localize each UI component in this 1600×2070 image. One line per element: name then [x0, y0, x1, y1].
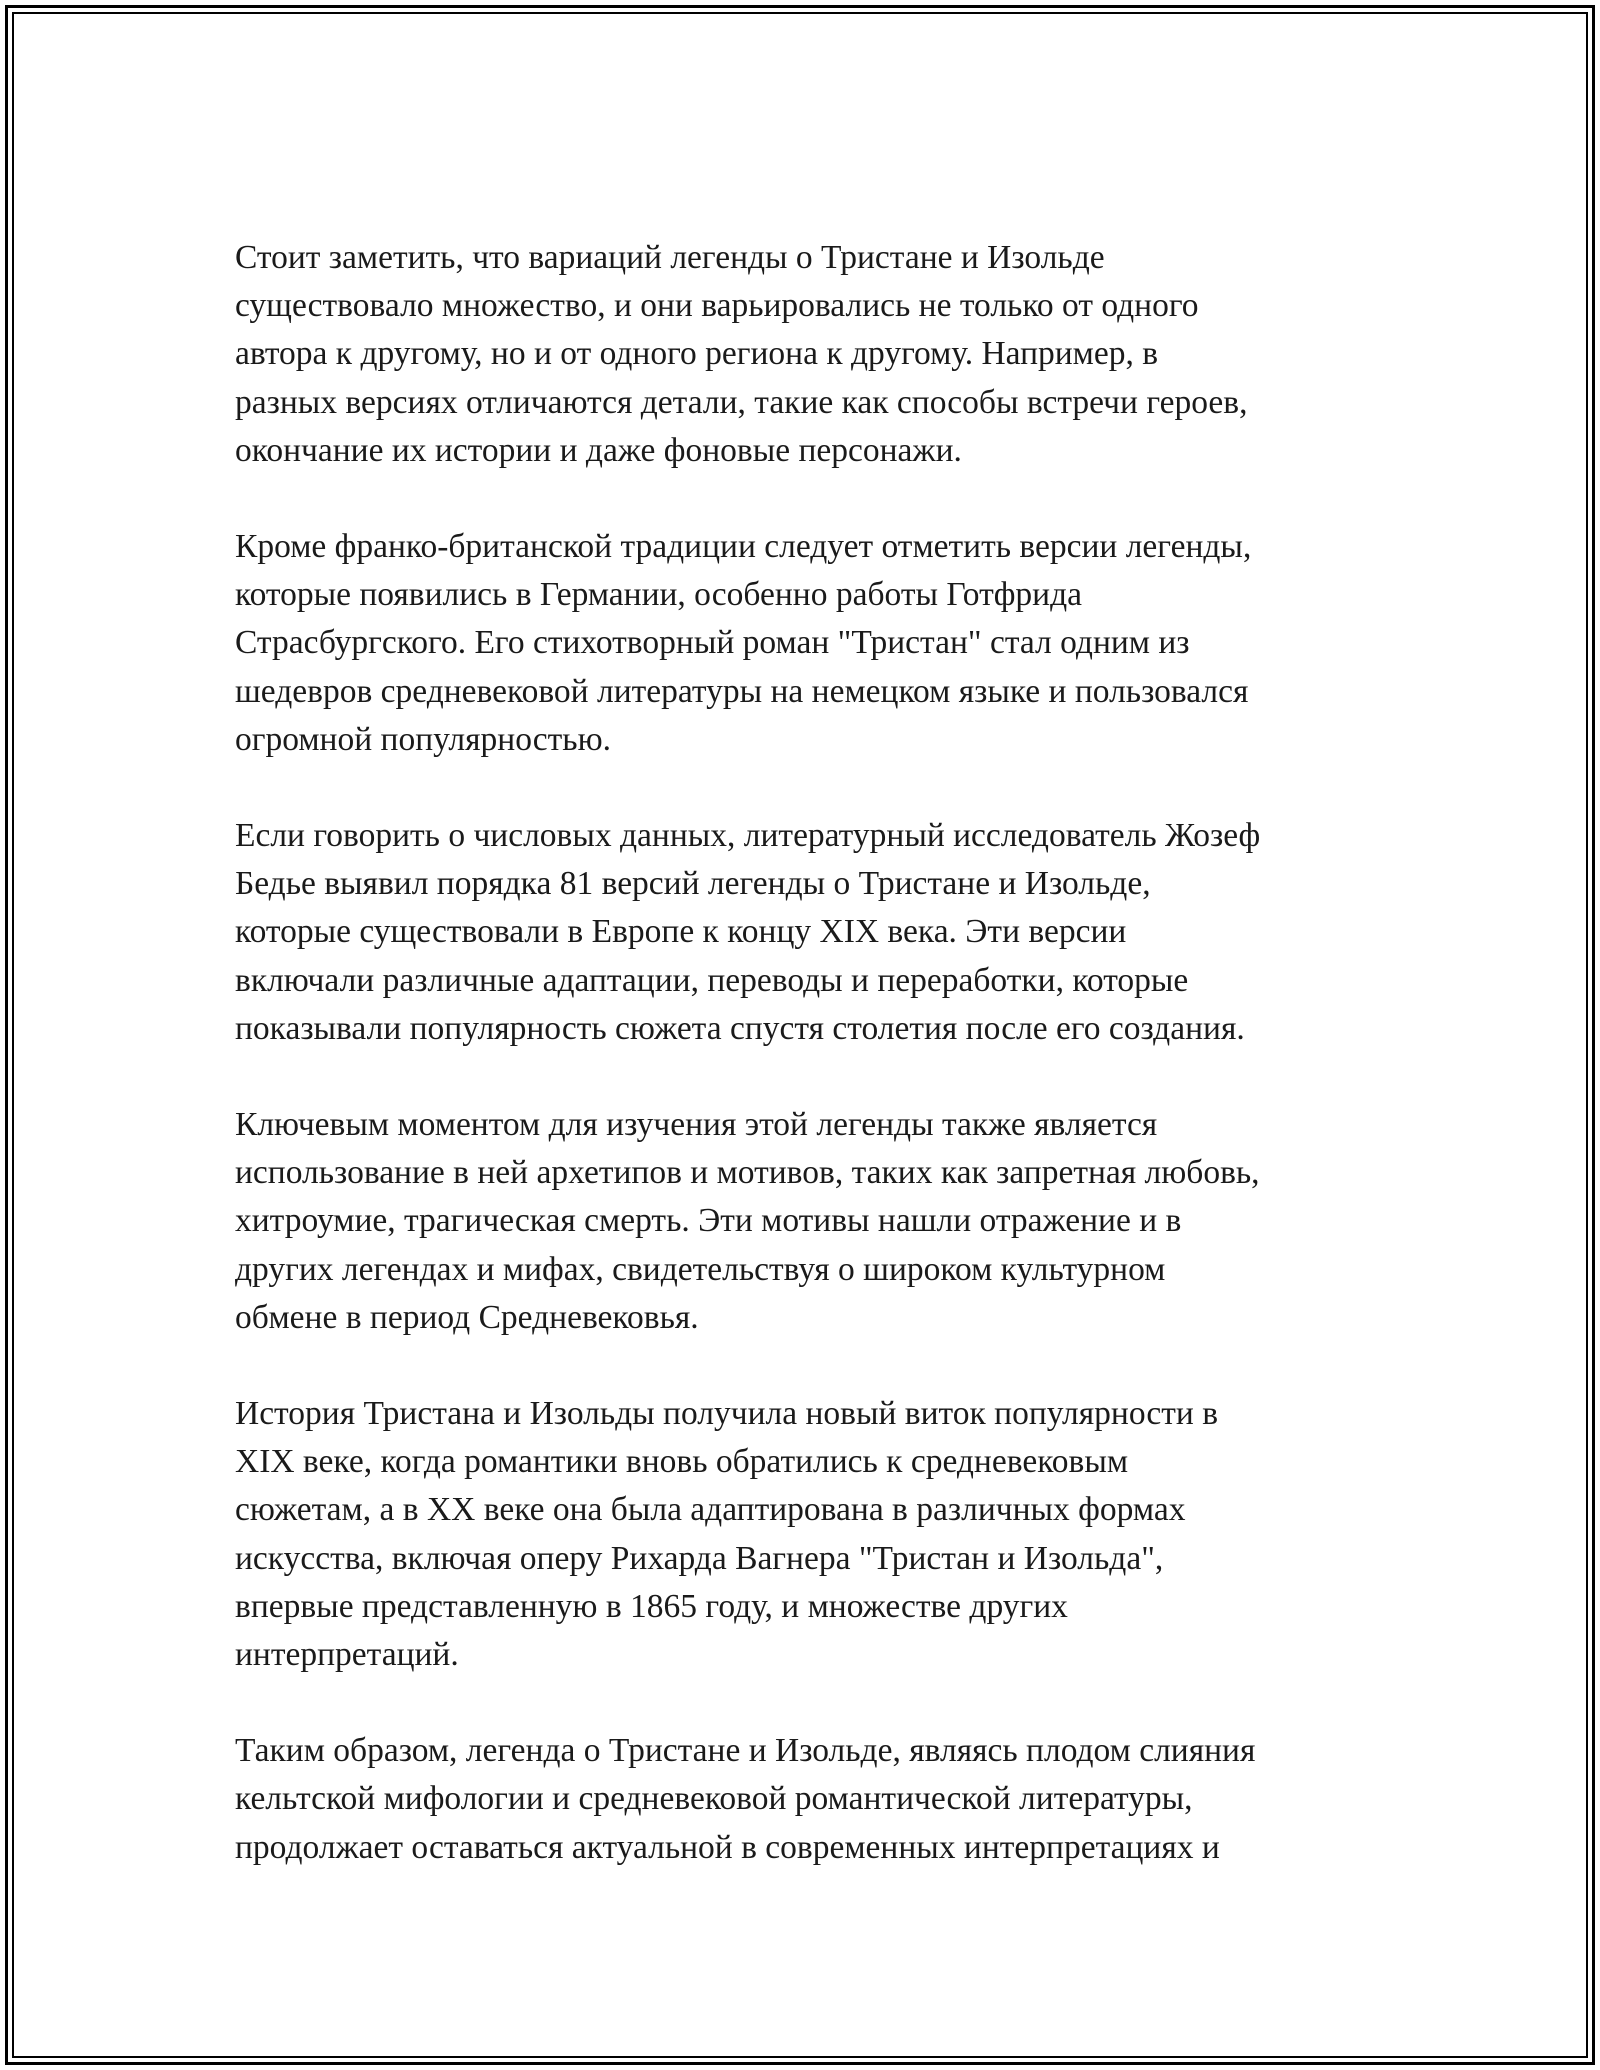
text-line: сюжетам, а в XX веке она была адаптирована в различных формах	[235, 1491, 1186, 1529]
text-line: показывали популярность сюжета спустя столетия после его создания.	[235, 1009, 1245, 1047]
text-line: автора к другому, но и от одного региона к другому. Например, в	[235, 335, 1159, 373]
text-line: Если говорить о числовых данных, литературный исследователь Жозеф	[235, 817, 1261, 855]
text-line: кельтской мифологии и средневековой романтической литературы,	[235, 1780, 1193, 1818]
text-line: Кроме франко-британской традиции следует отметить версии легенды,	[235, 528, 1252, 566]
text-line: интерпретаций.	[235, 1636, 459, 1674]
text-line: Ключевым моментом для изучения этой легенды также является	[235, 1106, 1158, 1144]
paragraph-2	[235, 523, 1375, 764]
paragraph-6	[235, 1727, 1375, 1872]
text-line: продолжает оставаться актуальной в современных интерпретациях и	[235, 1828, 1220, 1866]
text-line: существовало множество, и они варьировались не только от одного	[235, 287, 1199, 325]
text-line: шедевров средневековой литературы на немецком языке и пользовался	[235, 672, 1249, 710]
paragraph-5	[235, 1390, 1375, 1679]
text-line: Таким образом, легенда о Тристане и Изольде, являясь плодом слияния	[235, 1732, 1256, 1770]
text-line: обмене в период Средневековья.	[235, 1298, 699, 1336]
text-line: впервые представленную в 1865 году, и множестве других	[235, 1587, 1068, 1625]
paragraph-3	[235, 812, 1375, 1053]
paragraph-4	[235, 1101, 1375, 1342]
text-line: окончание их истории и даже фоновые персонажи.	[235, 431, 962, 469]
text-line: включали различные адаптации, переводы и переработки, которые	[235, 961, 1189, 999]
text-line: Страсбургского. Его стихотворный роман "Тристан" стал одним из	[235, 624, 1190, 662]
text-line: Стоит заметить, что вариаций легенды о Тристане и Изольде	[235, 239, 1105, 276]
text-line: которые появились в Германии, особенно работы Готфрида	[235, 576, 1083, 614]
text-line: которые существовали в Европе к концу XIX века. Эти версии	[235, 913, 1127, 951]
text-line: использование в ней архетипов и мотивов, таких как запретная любовь,	[235, 1154, 1260, 1192]
text-line: Бедье выявил порядка 81 версий легенды о Тристане и Изольде,	[235, 865, 1151, 903]
text-line: История Тристана и Изольды получила новый виток популярности в	[235, 1395, 1219, 1433]
text-line: разных версиях отличаются детали, такие как способы встречи героев,	[235, 383, 1248, 421]
text-line: хитроумие, трагическая смерть. Эти мотивы нашли отражение и в	[235, 1202, 1182, 1240]
document-body	[235, 234, 1375, 1920]
text-line: искусства, включая оперу Рихарда Вагнера "Тристан и Изольда",	[235, 1539, 1164, 1577]
paragraph-1	[235, 234, 1375, 475]
text-line: огромной популярностью.	[235, 720, 611, 758]
text-line: XIX веке, когда романтики вновь обратились к средневековым	[235, 1443, 1129, 1481]
text-line: других легендах и мифах, свидетельствуя о широком культурном	[235, 1250, 1166, 1288]
